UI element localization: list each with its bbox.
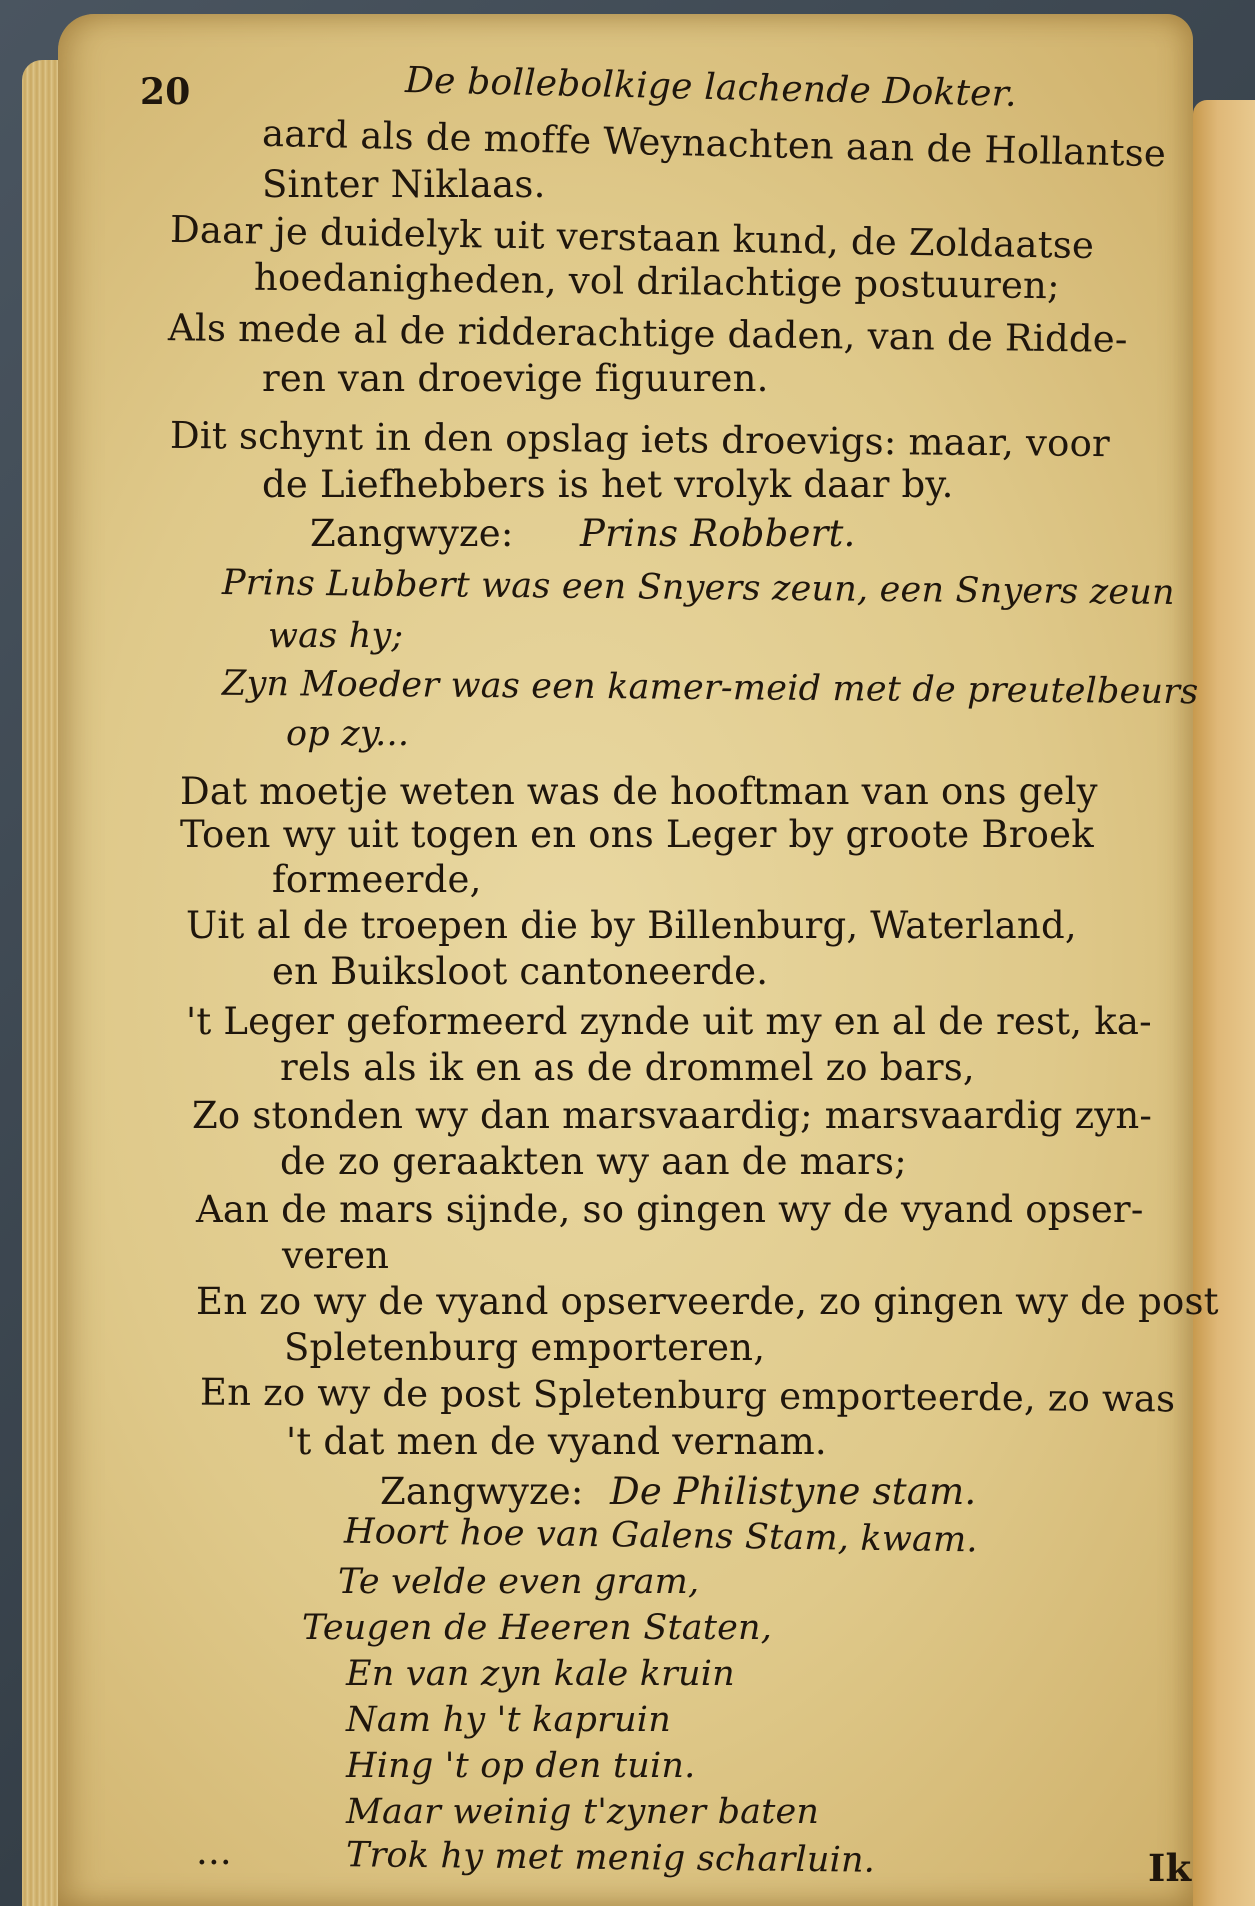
text-line: formeerde, bbox=[272, 858, 482, 901]
running-title: De bollebolkige lachende Dokter. bbox=[404, 60, 1018, 115]
verse-line: Zyn Moeder was een kamer-meid met de preutelbeurs bbox=[221, 663, 1199, 713]
verse-line: Prins Lubbert was een Snyers zeun, een Snyers zeun bbox=[221, 563, 1175, 613]
text-line: Als mede al de ridderachtige daden, van de Ridde- bbox=[167, 306, 1128, 361]
ellipsis: ... bbox=[196, 1830, 232, 1873]
page-number: 20 bbox=[140, 71, 191, 113]
text-line: En zo wy de vyand opserveerde, zo gingen wy de post bbox=[196, 1280, 1219, 1323]
text-line: ren van droevige figuuren. bbox=[262, 357, 769, 400]
text-line: Daar je duidelyk uit verstaan kund, de Zoldaatse bbox=[169, 207, 1095, 268]
text-line: Dit schynt in den opslag iets droevigs: maar, voor bbox=[169, 413, 1111, 466]
text-line: Zo stonden wy dan marsvaardig; marsvaardig zyn- bbox=[192, 1094, 1153, 1137]
text-line: veren bbox=[282, 1234, 390, 1277]
text-line: rels als ik en as de drommel zo bars, bbox=[280, 1046, 975, 1089]
text-line: En zo wy de post Spletenburg emporteerde, zo was bbox=[199, 1370, 1176, 1421]
verse-line: Hing 't op den tuin. bbox=[346, 1746, 696, 1786]
text-line: Toen wy uit togen en ons Leger by groote Broek bbox=[180, 813, 1094, 856]
text-line: Spletenburg emporteren, bbox=[284, 1326, 766, 1369]
text-line: de Liefhebbers is het vrolyk daar by. bbox=[262, 463, 954, 506]
tune-name: De Philistyne stam. bbox=[610, 1470, 977, 1513]
text-line: 't Leger geformeerd zynde uit my en al de rest, ka- bbox=[186, 1000, 1152, 1043]
text-line: Sinter Niklaas. bbox=[262, 163, 546, 206]
text-line: Aan de mars sijnde, so gingen wy de vyand opser- bbox=[196, 1188, 1144, 1231]
text-line: aard als de moffe Weynachten aan de Hollantse bbox=[261, 111, 1167, 176]
text-line: en Buiksloot cantoneerde. bbox=[272, 950, 769, 993]
verse-line: Maar weinig t'zyner baten bbox=[346, 1792, 820, 1832]
verse-line: Trok hy met menig scharluin. bbox=[345, 1835, 876, 1881]
text-line: Uit al de troepen die by Billenburg, Waterland, bbox=[186, 904, 1077, 947]
tune-name: Prins Robbert. bbox=[580, 512, 856, 555]
verse-line: Te velde even gram, bbox=[338, 1562, 700, 1602]
verse-line: Teugen de Heeren Staten, bbox=[302, 1608, 773, 1648]
text-line: de zo geraakten wy aan de mars; bbox=[280, 1140, 907, 1183]
text-line: 't dat men de vyand vernam. bbox=[286, 1420, 827, 1463]
tune-label: Zangwyze: bbox=[380, 1470, 584, 1513]
tune-label: Zangwyze: bbox=[310, 512, 514, 555]
text-line: hoedanigheden, vol drilachtige postuuren; bbox=[253, 255, 1060, 308]
verse-line: op zy... bbox=[286, 714, 410, 754]
catchword: Ik bbox=[1148, 1846, 1192, 1890]
verse-line: En van zyn kale kruin bbox=[346, 1654, 735, 1694]
verse-line: Hoort hoe van Galens Stam, kwam. bbox=[343, 1511, 979, 1561]
verse-line: was hy; bbox=[268, 616, 404, 656]
text-line: Dat moetje weten was de hooftman van ons gely bbox=[180, 770, 1098, 813]
verse-line: Nam hy 't kapruin bbox=[346, 1700, 671, 1740]
